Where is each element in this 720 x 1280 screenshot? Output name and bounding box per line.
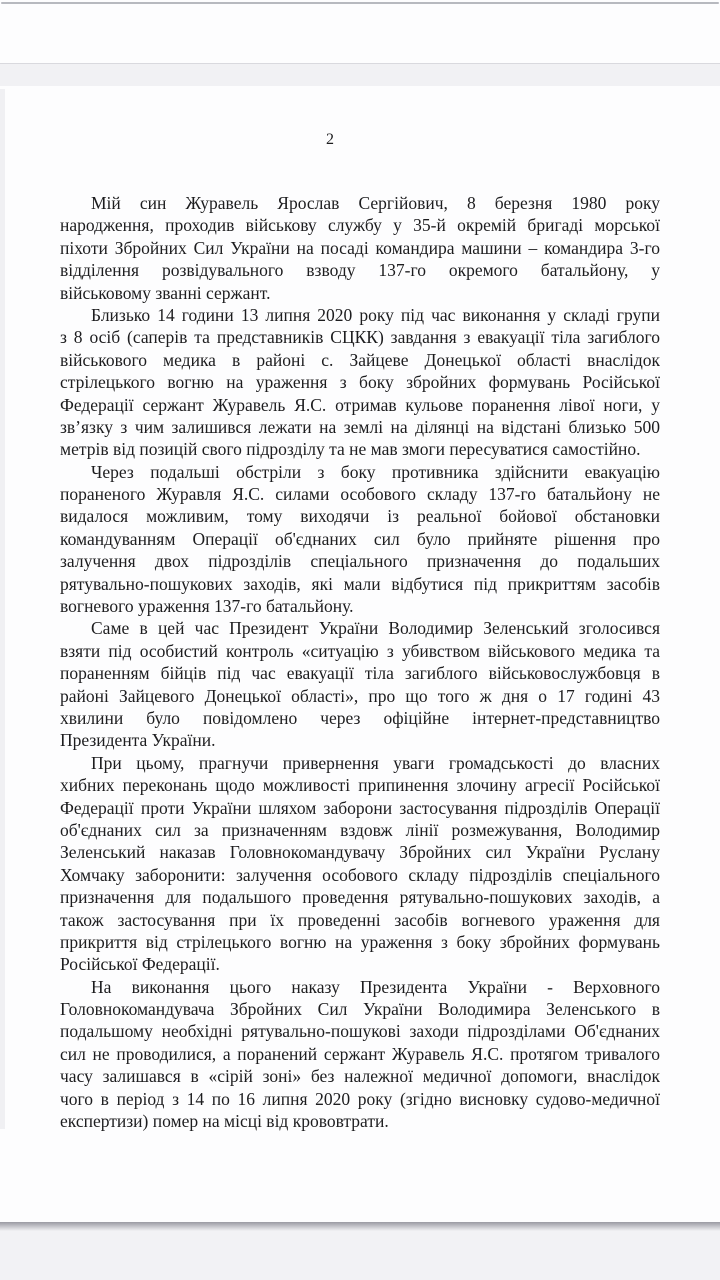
text-line: взяти під особистий контроль «ситуацію з убивством військового медика та (60, 640, 660, 661)
paragraph (60, 617, 660, 751)
text-line: вогневого ураження 137-го батальйону. (60, 596, 354, 617)
text-line: Хомчаку заборонити: залучення особового складу підрозділів спеціального (60, 864, 660, 885)
text-line: Федерації проти України шляхом заборони застосування підрозділів Операції (60, 797, 660, 818)
text-line: також застосування при їх проведенні засобів вогневого ураження для (60, 909, 660, 930)
paragraph (60, 461, 660, 618)
text-line: призначення для подальшого проведення рятувально-пошукових заходів, а (60, 887, 660, 908)
text-line: подальшому необхідні рятувально-пошукові заходи підрозділами Об'єднаних (60, 1021, 660, 1042)
text-line: експертизи) помер на місці від крововтрати. (60, 1111, 389, 1132)
text-line: Через подальші обстріли з боку противника здійснити евакуацію (91, 461, 660, 482)
text-line: відділення розвідувального взводу 137-го окремого батальйону, у (60, 260, 660, 281)
text-line: чого в період з 14 по 16 липня 2020 року (згідно висновку судово-медичної (60, 1088, 660, 1109)
text-line: хвилини було повідомлено через офіційне інтернет-представництво (60, 707, 660, 728)
text-line: стрілецького вогню на ураження з боку збройних формувань Російської (60, 372, 660, 393)
text-line: хибних переконань щодо можливості припинення злочину агресії Російської (60, 775, 660, 796)
text-line: об'єднаних сил за призначенням вздовж лінії розмежування, Володимир (60, 819, 660, 840)
page-left-edge (0, 89, 5, 1129)
text-line: Президента України. (60, 730, 216, 751)
text-line: військовому званні сержант. (60, 282, 271, 303)
image-top-border (1, 2, 719, 4)
text-line: зв’язку з чим залишився лежати на землі на ділянці на відстані близько 500 (60, 416, 660, 437)
page-number: 2 (326, 131, 334, 148)
paragraph (60, 192, 660, 304)
text-line: На виконання цього наказу Президента України - Верховного (91, 976, 660, 997)
paragraph (60, 752, 660, 976)
text-line: народження, проходив військову службу у 35-й окремій бригаді морської (60, 215, 660, 236)
text-line: видалося можливим, тому виходячи із реальної бойової обстановки (60, 506, 660, 527)
text-line: залучення двох підрозділів спеціального призначення до подальших (60, 551, 660, 572)
text-line: військового медика в районі с. Зайцеве Донецької області внаслідок (60, 349, 660, 370)
text-line: Мій син Журавель Ярослав Сергійович, 8 березня 1980 року (91, 193, 660, 213)
text-line: прикриття від стрілецького вогню на ураження з боку збройних формувань (60, 931, 660, 952)
page-text (60, 192, 660, 1132)
paragraph (60, 304, 660, 461)
text-line: метрів від позицій свого підрозділу та не мав змоги пересуватися самостійно. (60, 439, 641, 460)
text-line: Саме в цей час Президент України Володимир Зеленський зголосився (91, 618, 660, 639)
text-line: командуванням Операції об'єднаних сил було прийняте рішення про (60, 528, 660, 549)
text-line: При цьому, прагнучи привернення уваги громадськості до власних (91, 752, 660, 773)
text-line: Близько 14 години 13 липня 2020 року під час виконання у складі групи (91, 304, 660, 325)
text-line: Головнокомандувача Збройних Сил України Володимира Зеленського в (60, 999, 660, 1020)
text-line: пораненого Журавля Я.С. силами особового складу 137-го батальйону не (60, 484, 660, 505)
document-page (0, 86, 720, 1222)
paragraph (60, 976, 660, 1133)
text-line: Зеленський наказав Головнокомандувачу Збройних сил України Руслану (60, 842, 660, 863)
text-line: піхоти Збройних Сил України на посаді командира машини – командира 3-го (60, 237, 660, 258)
text-line: пораненням бійців під час евакуації тіла загиблого військовослужбовця в (60, 663, 660, 684)
page-separator-bottom (0, 1222, 720, 1280)
text-line: часу залишався в «сірій зоні» без належної медичної допомоги, внаслідок (60, 1066, 660, 1087)
page-bottom-shadow (0, 1222, 720, 1231)
text-line: з 8 осіб (саперів та представників СЦКК) завдання з евакуації тіла загиблого (60, 327, 660, 348)
text-line: Російської Федерації. (60, 954, 220, 975)
text-line: районі Зайцевого Донецької області», про що того ж дня о 17 годині 43 (60, 685, 660, 706)
text-line: рятувально-пошукових заходів, які мали відбутися під прикриттям засобів (60, 573, 660, 594)
text-line: Федерації сержант Журавель Я.С. отримав кульове поранення лівої ноги, у (60, 394, 660, 415)
text-line: сил не проводилися, а поранений сержант Журавель Я.С. протягом тривалого (60, 1043, 660, 1064)
